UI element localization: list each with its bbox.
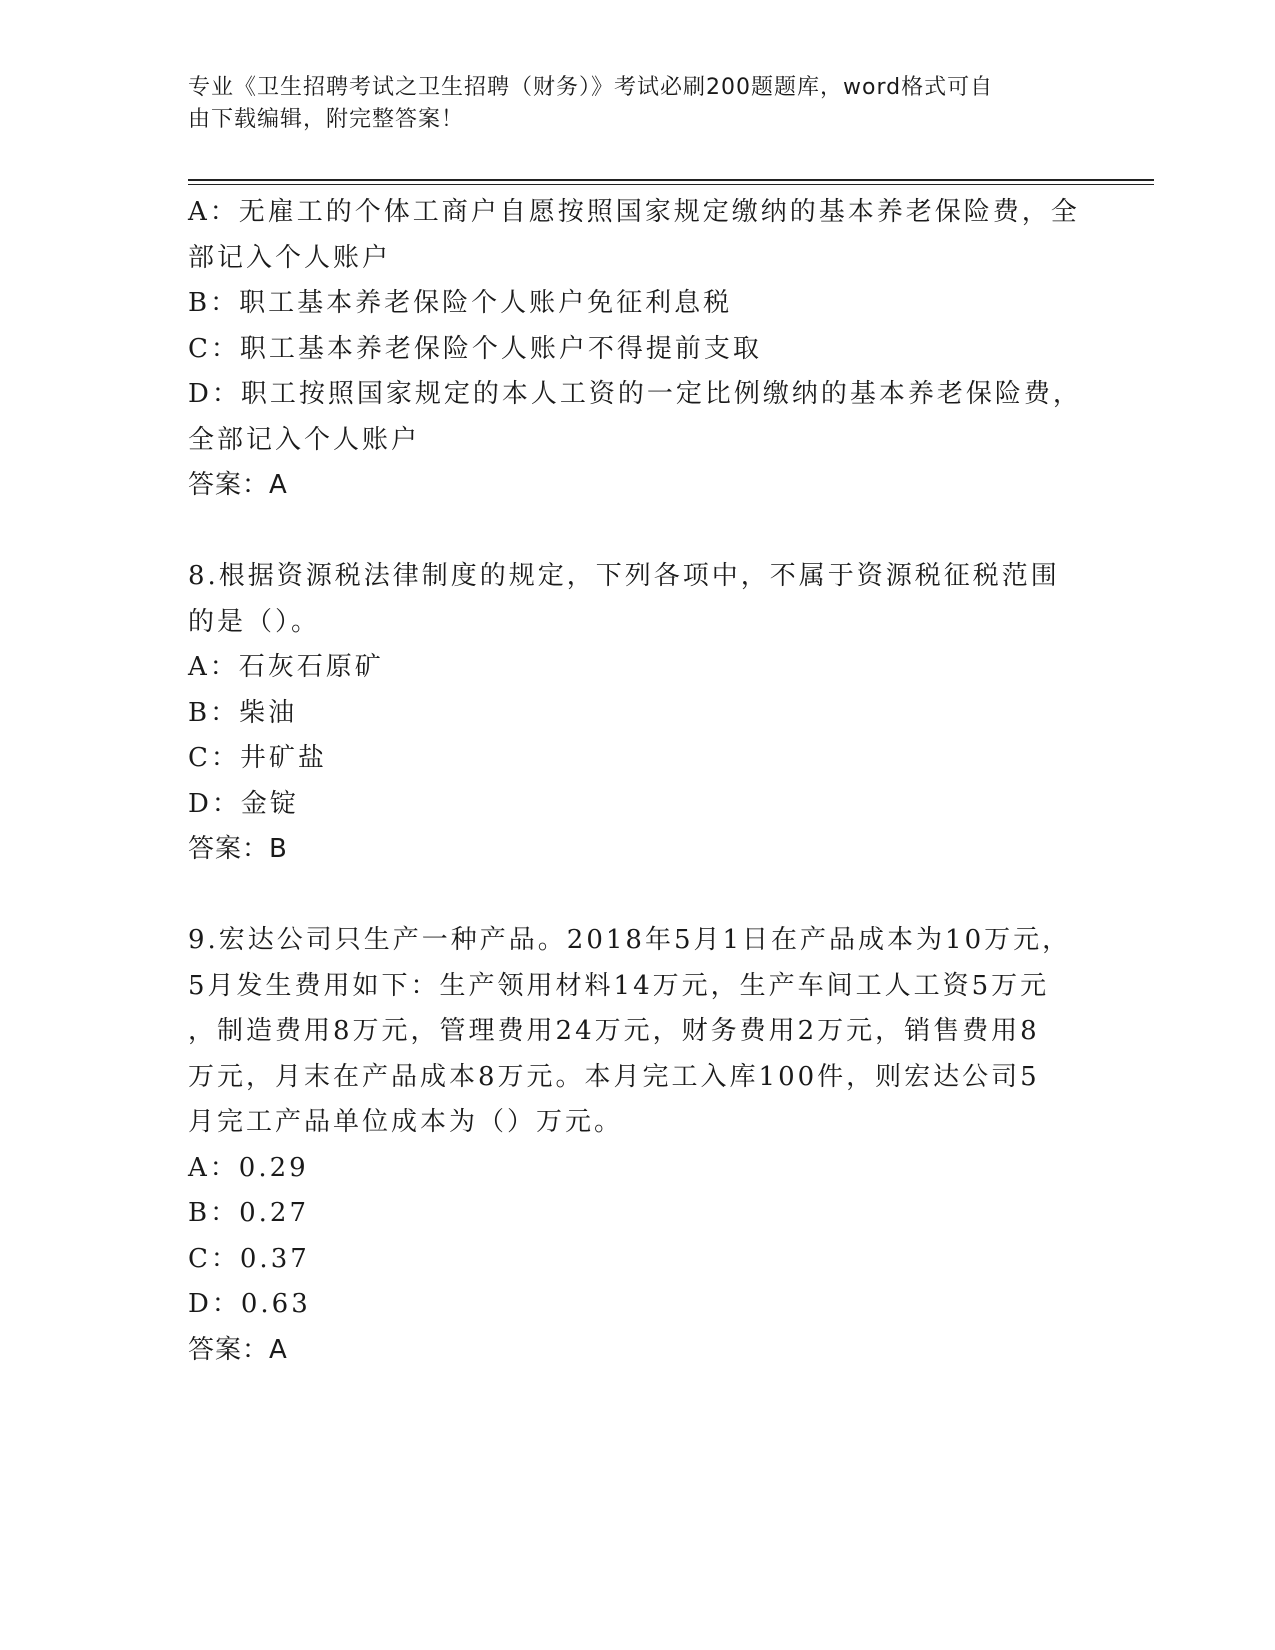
q9-stem-line-5: 月完工产品单位成本为（）万元。 [188,1107,624,1137]
spacer [188,509,1068,555]
q9-stem-line-1: 9.宏达公司只生产一种产品。2018年5月1日在产品成本为10万元， [188,925,1072,955]
question-content [188,190,1082,1373]
q7-option-c: C：职工基本养老保险个人账户不得提前支取 [188,333,762,364]
spacer [188,873,1068,919]
q9-option-b: B：0.27 [188,1198,309,1228]
q8-option-b: B：柴油 [188,697,298,728]
q8-option-c: C：井矿盐 [188,743,327,773]
q9-option-a: A：0.29 [188,1152,309,1183]
question-7 [188,190,1082,509]
q7-option-a-line-1: A：无雇工的个体工商户自愿按照国家规定缴纳的基本养老保险费，全 [188,197,1080,227]
q8-stem-line-2: 的是（）。 [188,606,321,637]
q9-option-c: C：0.37 [188,1243,310,1274]
document-header [188,72,1068,136]
q9-stem-line-2: 5月发生费用如下：生产领用材料14万元，生产车间工人工资5万元 [188,970,1050,1001]
q9-option-d: D：0.63 [188,1289,311,1319]
q8-option-d: D：金锭 [188,788,299,819]
q7-option-a-line-2: 部记入个人账户 [188,242,392,273]
question-9 [188,918,1072,1373]
q9-stem-line-3: ，制造费用8万元，管理费用24万元，财务费用2万元，销售费用8 [188,1016,1040,1046]
question-8 [188,554,1068,873]
q7-answer: 答案：A [188,470,288,500]
q8-option-a: A：石灰石原矿 [188,652,384,682]
q8-stem-line-1: 8.根据资源税法律制度的规定，下列各项中，不属于资源税征税范围 [188,561,1060,591]
q7-option-b: B：职工基本养老保险个人账户免征利息税 [188,288,733,318]
q9-answer: 答案：A [188,1334,288,1365]
header-divider-thick [188,179,1154,181]
header-divider-thin [188,184,1154,185]
header-line-1: 专业《卫生招聘考试之卫生招聘（财务）》考试必刷200题题库，word格式可自 [188,75,994,100]
q9-stem-line-4: 万元，月末在产品成本8万元。本月完工入库100件，则宏达公司5 [188,1061,1040,1092]
q7-option-d-line-2: 全部记入个人账户 [188,424,421,455]
q7-option-d-line-1: D：职工按照国家规定的本人工资的一定比例缴纳的基本养老保险费， [188,379,1082,409]
q8-answer: 答案：B [188,834,288,864]
header-line-2: 由下载编辑，附完整答案！ [188,107,465,132]
